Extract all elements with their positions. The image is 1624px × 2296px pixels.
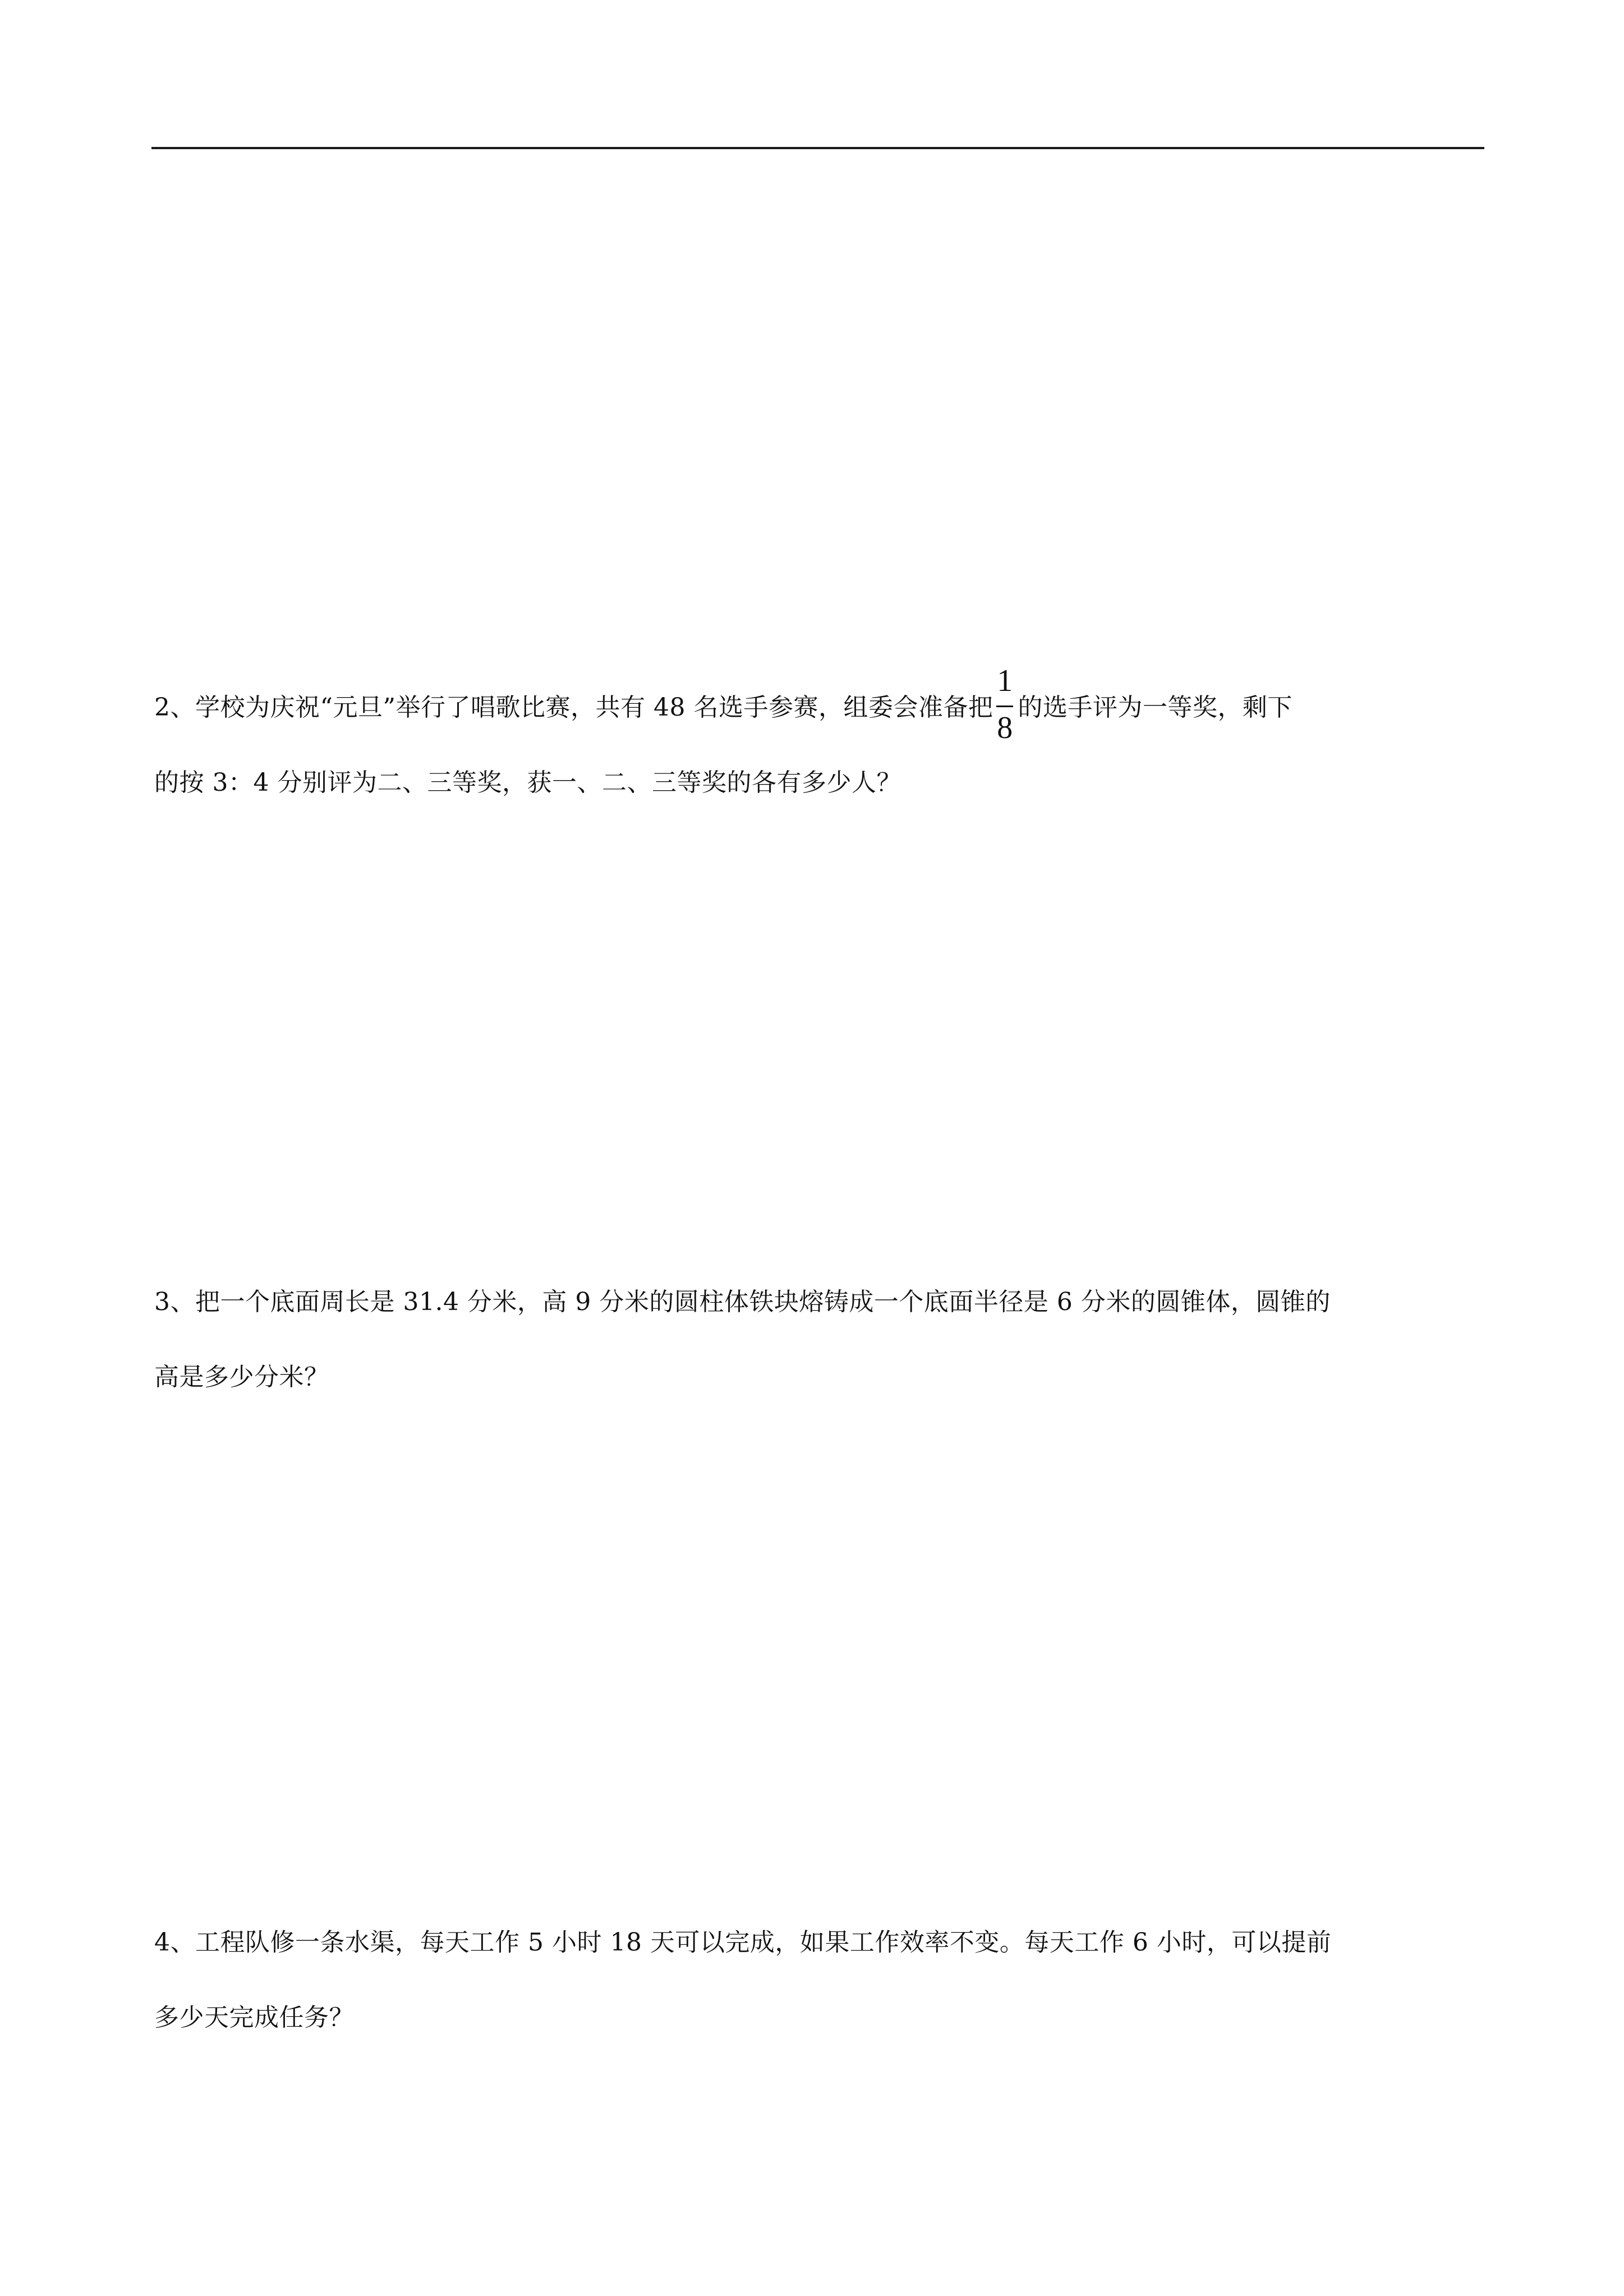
question-4-line-1: 4、工程队修一条水渠，每天工作 5 小时 18 天可以完成，如果工作效率不变。每天工作 6 小时，可以提前 (154, 1928, 1332, 1957)
fraction-denominator: 8 (997, 711, 1013, 745)
question-2-line-2: 的按 3：4 分别评为二、三等奖，获一、二、三等奖的各有多少人？ (154, 768, 901, 797)
question-2-line-1 (154, 663, 1292, 745)
question-3-line-2: 高是多少分米？ (154, 1363, 329, 1391)
fraction-bar (996, 706, 1013, 707)
question-2-text-before-fraction: 2、学校为庆祝“元旦”举行了唱歌比赛，共有 48 名选手参赛，组委会准备把 (154, 693, 993, 722)
fraction-numerator: 1 (997, 663, 1013, 698)
header-rule (151, 147, 1484, 149)
question-4-line-2: 多少天完成任务？ (154, 2003, 354, 2032)
question-2-text-after-fraction: 的选手评为一等奖，剩下 (1018, 693, 1292, 722)
question-3-line-1: 3、把一个底面周长是 31.4 分米，高 9 分米的圆柱体铁块熔铸成一个底面半径是 6 分米的圆锥体，圆锥的 (154, 1288, 1331, 1316)
